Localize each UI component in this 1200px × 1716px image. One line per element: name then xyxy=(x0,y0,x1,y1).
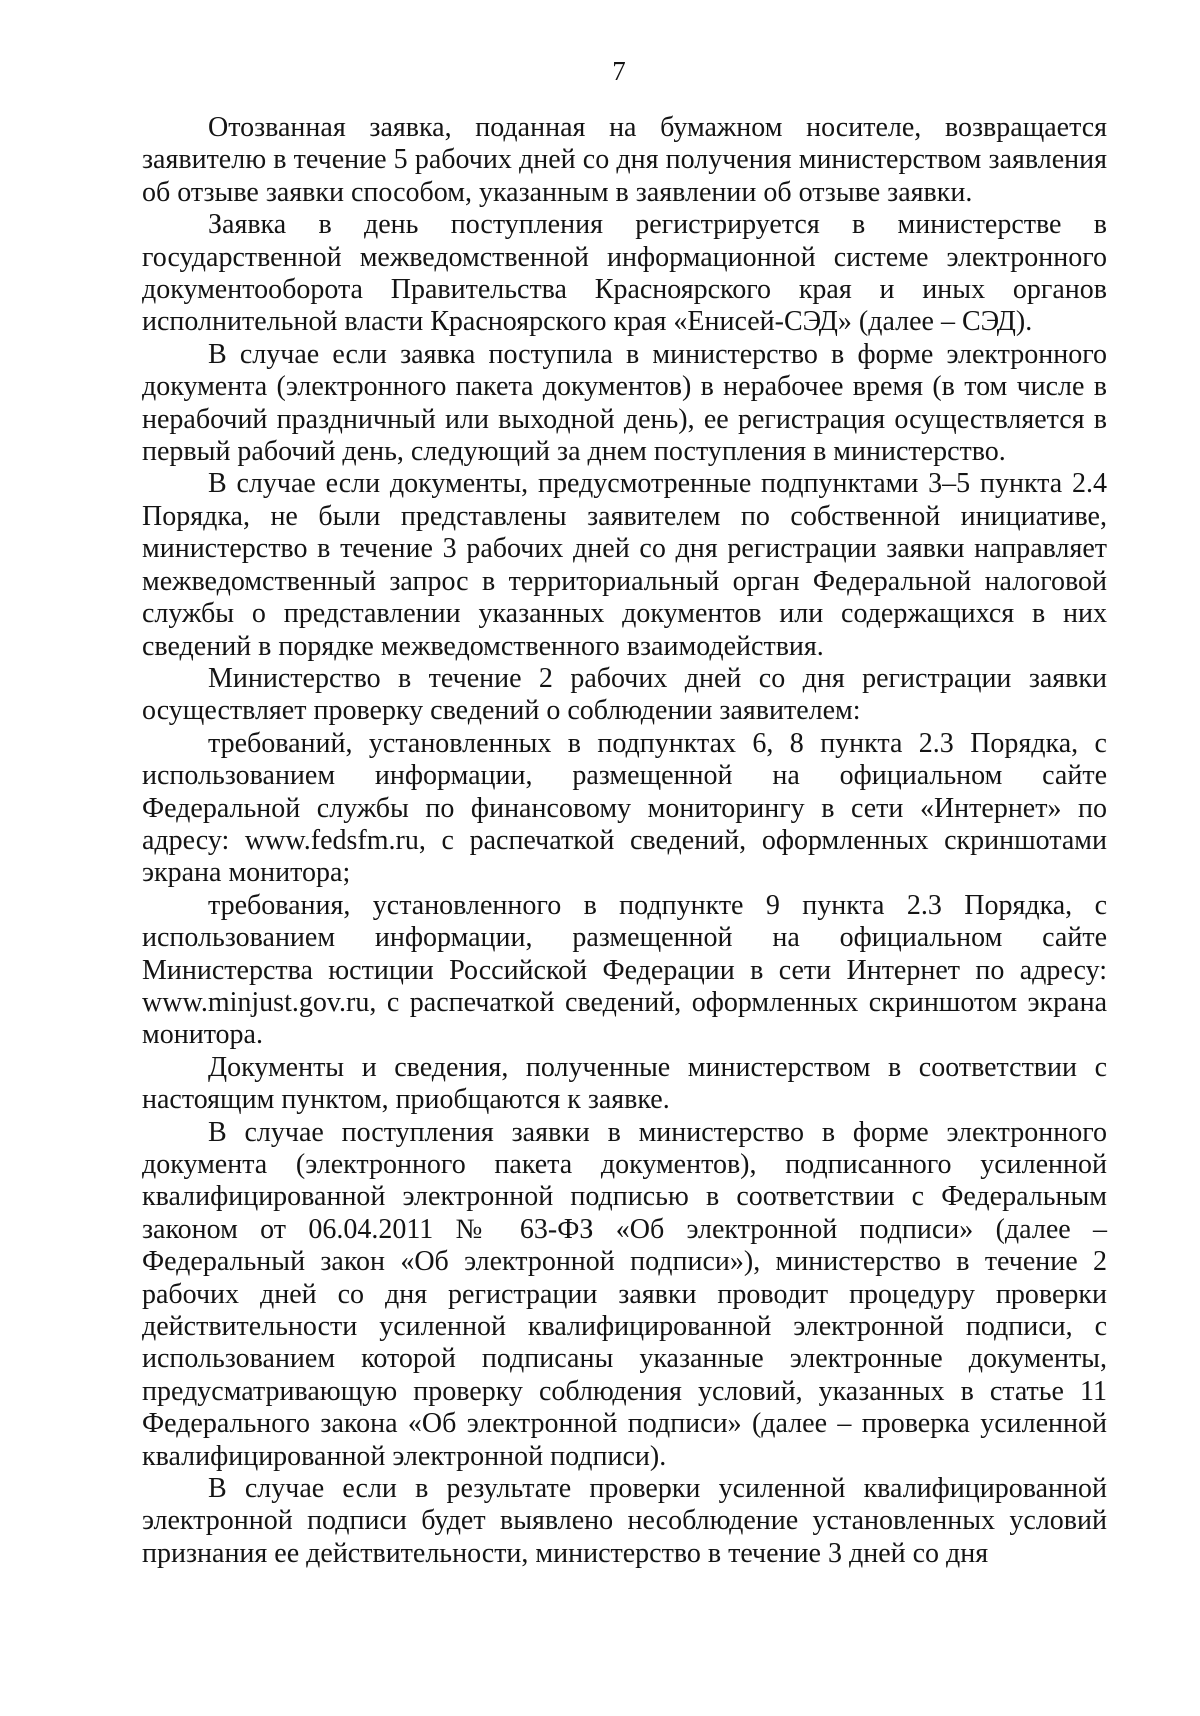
paragraph-signature-invalid: В случае если в результате проверки усиленной квалифицированной электронной подписи будет выявлено несоблюдение установленных условий признания ее действительности, министерство в течение 3 дней со дня xyxy=(142,1473,1107,1569)
paragraph-electronic-signature-check: В случае поступления заявки в министерство в форме электронного документа (электронного пакета документов), подписанного усиленной квалифицированной электронной подписью в соответствии с Федеральным законом от 06.04.2011 № 63-ФЗ «Об электронной подписи» (далее – Федеральный закон «Об электронной подписи»), министерство в течение 2 рабочих дней со дня регистрации заявки проводит процедуру проверки действительности усиленной квалифицированной электронной подписи, с использованием которой подписаны указанные электронные документы, предусматривающую проверку соблюдения условий, указанных в статье 11 Федерального закона «Об электронной подписи» (далее – проверка усиленной квалифицированной электронной подписи). xyxy=(142,1116,1107,1472)
paragraph-documents-attached: Документы и сведения, полученные министерством в соответствии с настоящим пунктом, приобщаются к заявке. xyxy=(142,1051,1107,1116)
paragraph-application-registration: Заявка в день поступления регистрируется в министерстве в государственной межведомственной информационной системе электронного документооборота Правительства Красноярского края и иных органов исполнительной власти Красноярского края «Енисей-СЭД» (далее – СЭД). xyxy=(142,209,1107,338)
paragraph-requirement-fedsfm: требований, установленных в подпунктах 6, 8 пункта 2.3 Порядка, с использованием информации, размещенной на официальном сайте Федеральной службы по финансовому мониторингу в сети «Интернет» по адресу: www.fedsfm.ru, с распечаткой сведений, оформленных скриншотами экрана монитора; xyxy=(142,727,1107,889)
paragraph-interagency-request: В случае если документы, предусмотренные подпунктами 3–5 пункта 2.4 Порядка, не были представлены заявителем по собственной инициативе, министерство в течение 3 рабочих дней со дня регистрации заявки направляет межведомственный запрос в территориальный орган Федеральной налоговой службы о представлении указанных документов или содержащихся в них сведений в порядке межведомственного взаимодействия. xyxy=(142,468,1107,662)
document-body xyxy=(142,112,1107,1570)
paragraph-withdrawn-application-return: Отозванная заявка, поданная на бумажном носителе, возвращается заявителю в течение 5 рабочих дней со дня получения министерством заявления об отзыве заявки способом, указанным в заявлении об отзыве заявки. xyxy=(142,112,1107,208)
paragraph-non-working-time-registration: В случае если заявка поступила в министерство в форме электронного документа (электронного пакета документов) в нерабочее время (в том числе в нерабочий праздничный или выходной день), ее регистрация осуществляется в первый рабочий день, следующий за днем поступления в министерство. xyxy=(142,338,1107,468)
page-number: 7 xyxy=(612,56,626,86)
paragraph-ministry-verification: Министерство в течение 2 рабочих дней со дня регистрации заявки осуществляет проверку сведений о соблюдении заявителем: xyxy=(142,662,1107,727)
paragraph-requirement-minjust: требования, установленного в подпункте 9 пункта 2.3 Порядка, с использованием информации, размещенной на официальном сайте Министерства юстиции Российской Федерации в сети Интернет по адресу: www.minjust.gov.ru, с распечаткой сведений, оформленных скриншотом экрана монитора. xyxy=(142,889,1107,1051)
